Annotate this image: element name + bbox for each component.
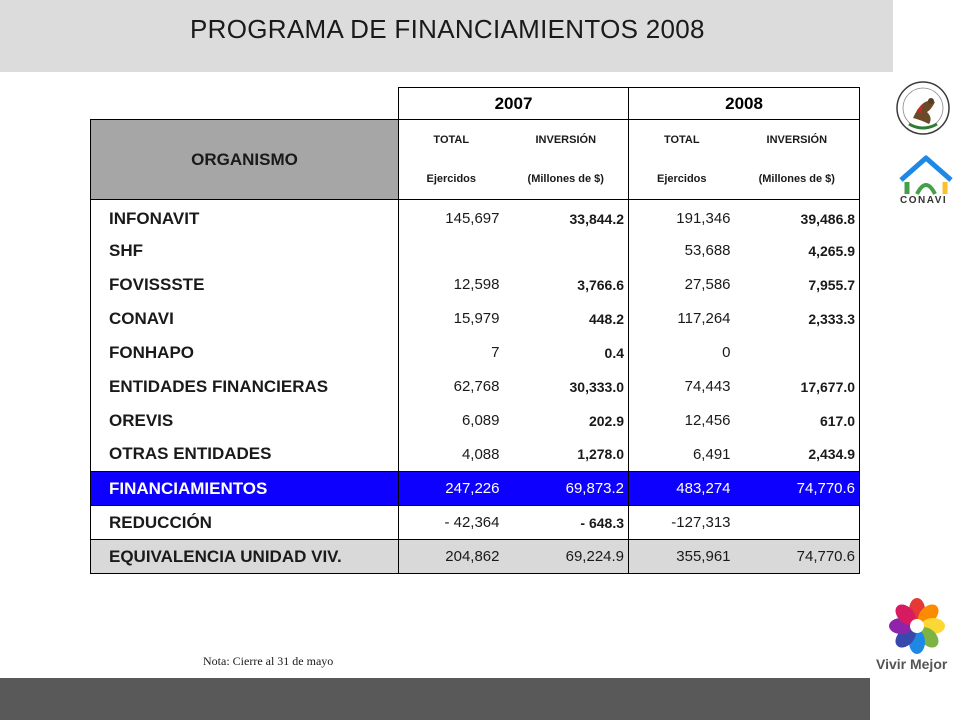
total-2008: -127,313 [629,506,735,540]
inversion-2008: 2,434.9 [735,438,860,472]
organismo-header: ORGANISMO [91,120,399,200]
org-name: SHF [91,234,399,268]
reduccion-row [91,506,860,540]
table-row [91,302,860,336]
inversion-2007: 0.4 [504,336,629,370]
inversion-2008: 17,677.0 [735,370,860,404]
total-2007: 15,979 [399,302,504,336]
total-2007: 12,598 [399,268,504,302]
org-name: EQUIVALENCIA UNIDAD VIV. [91,540,399,574]
inversion-2008: 39,486.8 [735,200,860,234]
inversion-2008: 74,770.6 [735,472,860,506]
org-name: ENTIDADES FINANCIERAS [91,370,399,404]
total-2008: 355,961 [629,540,735,574]
vivir-mejor-text: Vivir Mejor [876,656,948,672]
year-2008-header: 2008 [629,88,860,120]
table-row [91,370,860,404]
total-2007: 247,226 [399,472,504,506]
table-row [91,404,860,438]
org-name: OTRAS ENTIDADES [91,438,399,472]
inversion-2008 [735,336,860,370]
subheader-top-row [91,120,860,160]
subheader-total-2007: TOTAL [399,120,504,160]
table-row [91,336,860,370]
inversion-2008: 7,955.7 [735,268,860,302]
inversion-2008: 4,265.9 [735,234,860,268]
subheader-inversion-2008: INVERSIÓN [735,120,860,160]
total-2008: 483,274 [629,472,735,506]
inversion-2007: 30,333.0 [504,370,629,404]
year-header-row [91,88,860,120]
right-strip [893,0,960,72]
total-2007: 145,697 [399,200,504,234]
footnote: Nota: Cierre al 31 de mayo [203,654,334,668]
subheader-total-2008: TOTAL [663,133,700,146]
total-2007: - 42,364 [399,506,504,540]
inversion-2007: 69,224.9 [504,540,629,574]
inversion-2008: 74,770.6 [735,540,860,574]
page-title: PROGRAMA DE FINANCIAMIENTOS 2008 [190,14,705,44]
inversion-2008: 617.0 [735,404,860,438]
total-2008: 12,456 [684,412,731,429]
total-2008: 53,688 [684,242,731,259]
org-name: FONHAPO [91,336,399,370]
total-2008: 117,264 [677,310,731,327]
total-2007: 7 [399,336,504,370]
total-2008: 74,443 [684,378,731,395]
year-2007-header: 2007 [399,88,629,120]
table-row [91,438,860,472]
equivalencia-row [91,540,860,574]
total-2007: 62,768 [399,370,504,404]
mexico-coat-of-arms-icon [893,74,953,144]
conavi-logo-text: CONAVI [900,195,948,206]
total-2007 [399,234,504,268]
financiamientos-row [91,472,860,506]
inversion-2007: 69,873.2 [504,472,629,506]
table-row [91,268,860,302]
inversion-2007: - 648.3 [504,506,629,540]
inversion-2007: 202.9 [504,404,629,438]
vivir-mejor-flower-icon [874,594,960,656]
org-name: INFONAVIT [91,200,399,234]
org-name: FOVISSSTE [91,268,399,302]
total-2008: 27,586 [684,276,731,293]
org-name: FINANCIAMIENTOS [91,472,399,506]
subheader-millones-2008: (Millones de $) [735,160,860,200]
inversion-2007: 3,766.6 [504,268,629,302]
subheader-millones-2007: (Millones de $) [504,160,629,200]
org-name: REDUCCIÓN [91,506,399,540]
inversion-2007: 33,844.2 [504,200,629,234]
table-row [91,234,860,268]
inversion-2008 [735,506,860,540]
inversion-2008: 2,333.3 [735,302,860,336]
bottom-band [0,678,870,720]
total-2007: 204,862 [399,540,504,574]
org-name: CONAVI [91,302,399,336]
inversion-2007 [504,234,629,268]
total-2008: 0 [722,344,731,361]
total-2007: 6,089 [399,404,504,438]
subheader-ejercidos-2008: Ejercidos [629,160,735,200]
subheader-ejercidos-2007: Ejercidos [399,160,504,200]
inversion-2007: 1,278.0 [504,438,629,472]
total-2007: 4,088 [399,438,504,472]
blank-cell [91,88,399,120]
inversion-2007: 448.2 [504,302,629,336]
financing-table [90,87,860,574]
subheader-inversion-2007: INVERSIÓN [504,120,629,160]
total-2008: 191,346 [676,210,731,228]
org-name: OREVIS [91,404,399,438]
table-row [91,200,860,234]
total-2008: 6,491 [692,445,731,463]
